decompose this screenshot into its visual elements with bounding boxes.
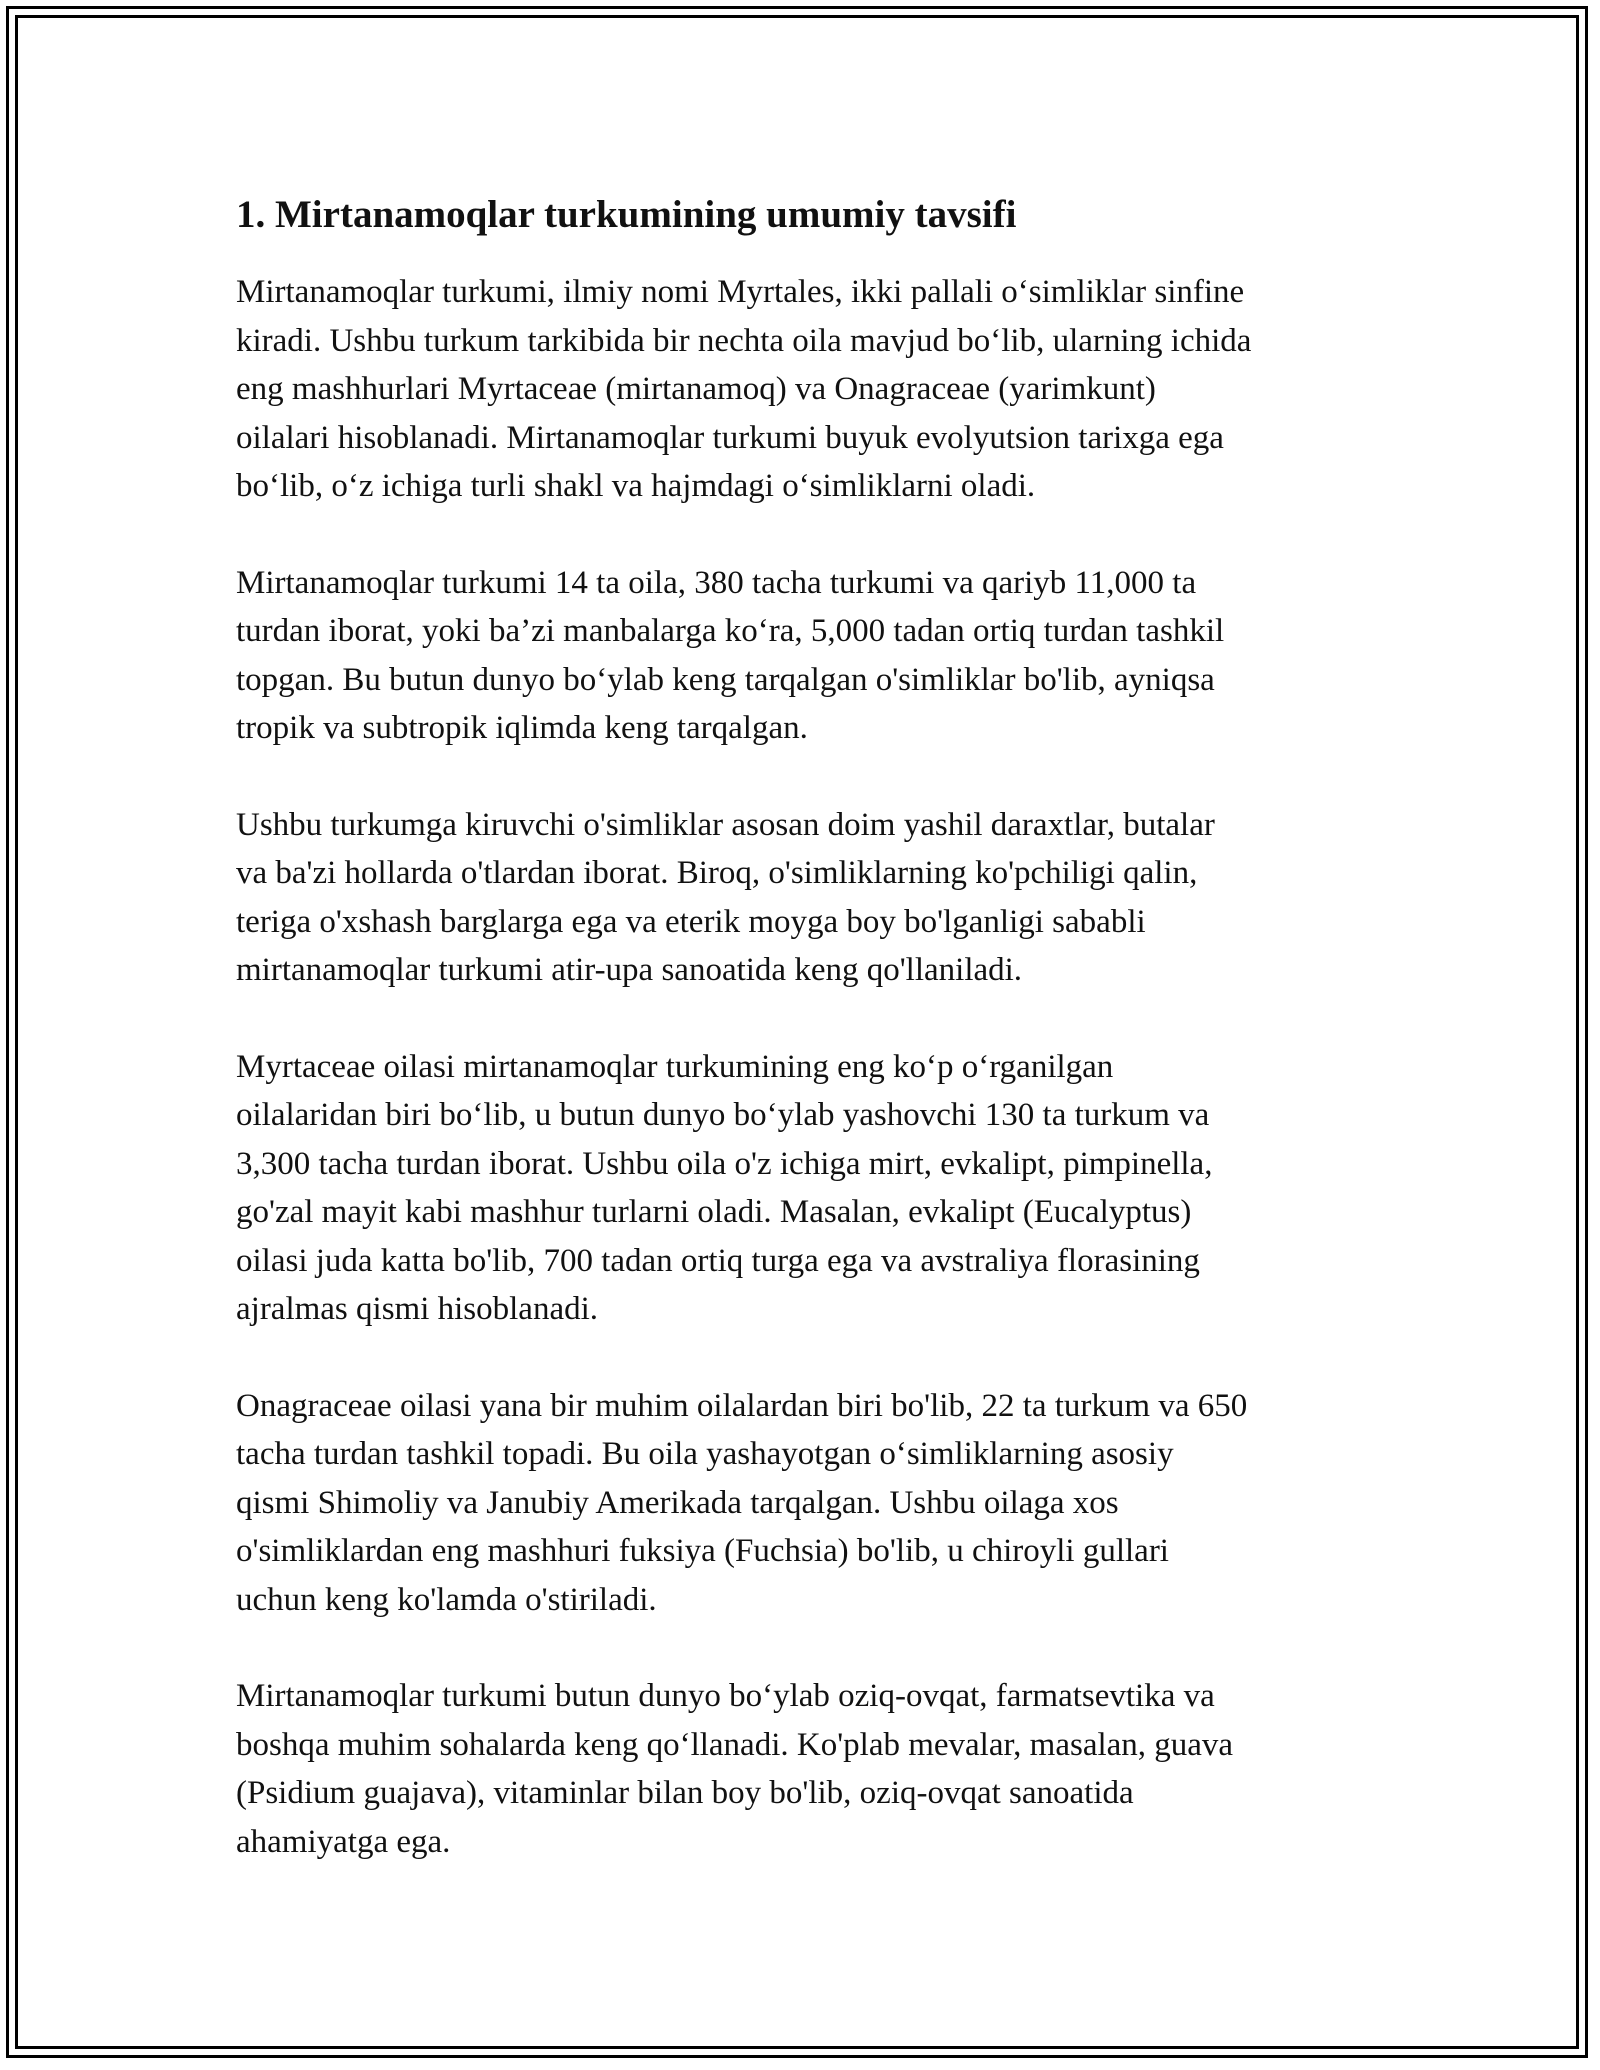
section-heading: 1. Mirtanamoqlar turkumining umumiy tavsifi xyxy=(236,193,1017,236)
text-line: Mirtanamoqlar turkumi, ilmiy nomi Myrtales, ikki pallali o‘simliklar sinfine xyxy=(236,274,1245,310)
text-line: oilalari hisoblanadi. Mirtanamoqlar turkumi buyuk evolyutsion tarixga ega xyxy=(236,419,1224,456)
text-line: Onagraceae oilasi yana bir muhim oilalardan biri bo'lib, 22 ta turkum va 650 xyxy=(236,1387,1248,1424)
paragraph-2 xyxy=(236,559,1366,753)
text-line: ahamiyatga ega. xyxy=(236,1823,451,1860)
text-line: oilalaridan biri bo‘lib, u butun dunyo bo‘ylab yashovchi 130 ta turkum va xyxy=(236,1097,1210,1133)
text-line: (Psidium guajava), vitaminlar bilan boy bo'lib, oziq-ovqat sanoatida xyxy=(236,1775,1134,1811)
text-line: oilasi juda katta bo'lib, 700 tadan ortiq turga ega va avstraliya florasining xyxy=(236,1242,1200,1279)
text-line: Mirtanamoqlar turkumi 14 ta oila, 380 tacha turkumi va qariyb 11,000 ta xyxy=(236,564,1197,601)
paragraph-5 xyxy=(236,1382,1366,1625)
text-line: turdan iborat, yoki ba’zi manbalarga ko‘ra, 5,000 tadan ortiq turdan tashkil xyxy=(236,613,1225,649)
text-line: tropik va subtropik iqlimda keng tarqalgan. xyxy=(236,710,808,746)
text-line: teriga o'xshash barglarga ega va eterik moyga boy bo'lganligi sababli xyxy=(236,903,1146,940)
text-line: go'zal mayit kabi mashhur turlarni oladi. Masalan, evkalipt (Eucalyptus) xyxy=(236,1194,1192,1230)
text-line: Mirtanamoqlar turkumi butun dunyo bo‘ylab oziq-ovqat, farmatsevtika va xyxy=(236,1678,1215,1714)
paragraph-4 xyxy=(236,1043,1366,1334)
text-line: tacha turdan tashkil topadi. Bu oila yashayotgan o‘simliklarning asosiy xyxy=(236,1436,1174,1472)
paragraph-1 xyxy=(236,268,1366,511)
text-line: va ba'zi hollarda o'tlardan iborat. Biroq, o'simliklarning ko'pchiligi qalin, xyxy=(236,855,1198,891)
text-line: mirtanamoqlar turkumi atir-upa sanoatida keng qo'llaniladi. xyxy=(236,952,1023,988)
text-line: qismi Shimoliy va Janubiy Amerikada tarqalgan. Ushbu oilaga xos xyxy=(236,1484,1119,1521)
text-line: topgan. Bu butun dunyo bo‘ylab keng tarqalgan o'simliklar bo'lib, ayniqsa xyxy=(236,661,1215,698)
text-line: 3,300 tacha turdan iborat. Ushbu oila o'z ichiga mirt, evkalipt, pimpinella, xyxy=(236,1145,1213,1182)
text-line: boshqa muhim sohalarda keng qo‘llanadi. Ko'plab mevalar, masalan, guava xyxy=(236,1726,1234,1763)
text-line: uchun keng ko'lamda o'stiriladi. xyxy=(236,1581,657,1618)
text-line: bo‘lib, o‘z ichiga turli shakl va hajmdagi o‘simliklarni oladi. xyxy=(236,468,1036,504)
text-line: Ushbu turkumga kiruvchi o'simliklar asosan doim yashil daraxtlar, butalar xyxy=(236,806,1215,843)
text-line: kiradi. Ushbu turkum tarkibida bir nechta oila mavjud bo‘lib, ularning ichida xyxy=(236,322,1252,359)
document-body xyxy=(236,188,1366,1914)
text-line: Myrtaceae oilasi mirtanamoqlar turkumining eng ko‘p o‘rganilgan xyxy=(236,1048,1114,1085)
text-line: ajralmas qismi hisoblanadi. xyxy=(236,1291,599,1327)
paragraph-3 xyxy=(236,801,1366,995)
text-line: eng mashhurlari Myrtaceae (mirtanamoq) va Onagraceae (yarimkunt) xyxy=(236,371,1156,407)
paragraph-6 xyxy=(236,1672,1366,1866)
text-line: o'simliklardan eng mashhuri fuksiya (Fuchsia) bo'lib, u chiroyli gullari xyxy=(236,1533,1169,1569)
